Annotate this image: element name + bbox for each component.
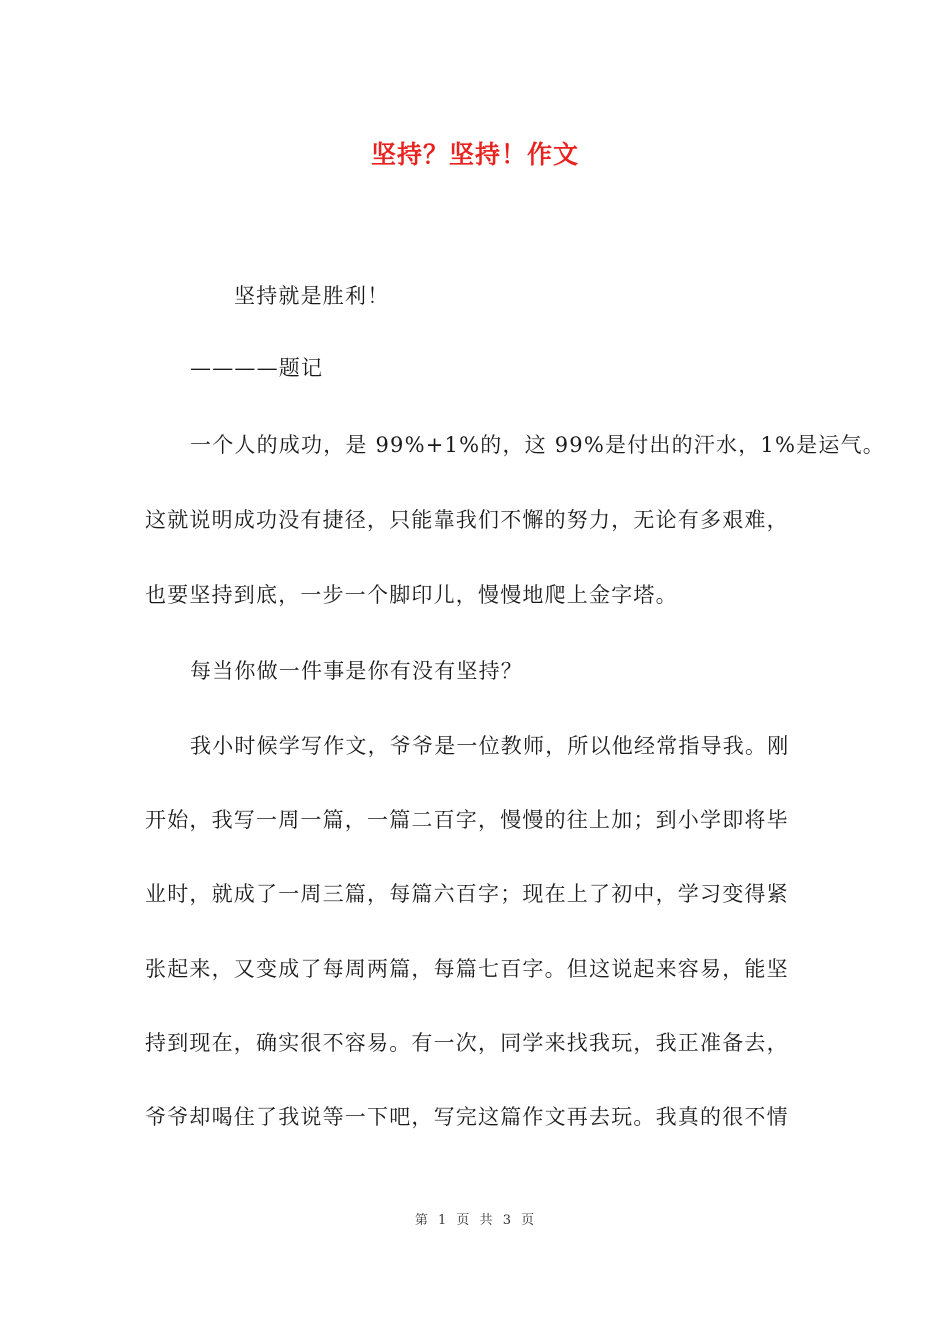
paragraph-line: 开始，我写一周一篇，一篇二百字，慢慢的往上加；到小学即将毕 — [145, 808, 789, 832]
document-title: 坚持？坚持！作文 — [370, 140, 579, 169]
page-number-footer: 第 1 页 共 3 页 — [414, 1213, 536, 1228]
paragraph-line: 这就说明成功没有捷径，只能靠我们不懈的努力，无论有多艰难， — [145, 508, 789, 532]
paragraph-line: 业时，就成了一周三篇，每篇六百字；现在上了初中，学习变得紧 — [145, 882, 789, 906]
paragraph-line: 持到现在，确实很不容易。有一次，同学来找我玩，我正准备去， — [145, 1031, 789, 1055]
epigraph-attribution: ————题记 — [190, 356, 324, 380]
epigraph-line: 坚持就是胜利！ — [234, 284, 390, 308]
paragraph-line: 每当你做一件事是你有没有坚持？ — [190, 659, 523, 683]
paragraph-line: 也要坚持到底，一步一个脚印儿，慢慢地爬上金字塔。 — [145, 583, 678, 607]
paragraph-line: 我小时候学写作文，爷爷是一位教师，所以他经常指导我。刚 — [190, 734, 790, 758]
paragraph-line: 爷爷却喝住了我说等一下吧，写完这篇作文再去玩。我真的很不情 — [145, 1105, 789, 1129]
paragraph-line: 一个人的成功，是 99%+1%的，这 99%是付出的汗水，1%是运气。 — [190, 433, 885, 457]
paragraph-line: 张起来，又变成了每周两篇，每篇七百字。但这说起来容易，能坚 — [145, 957, 789, 981]
